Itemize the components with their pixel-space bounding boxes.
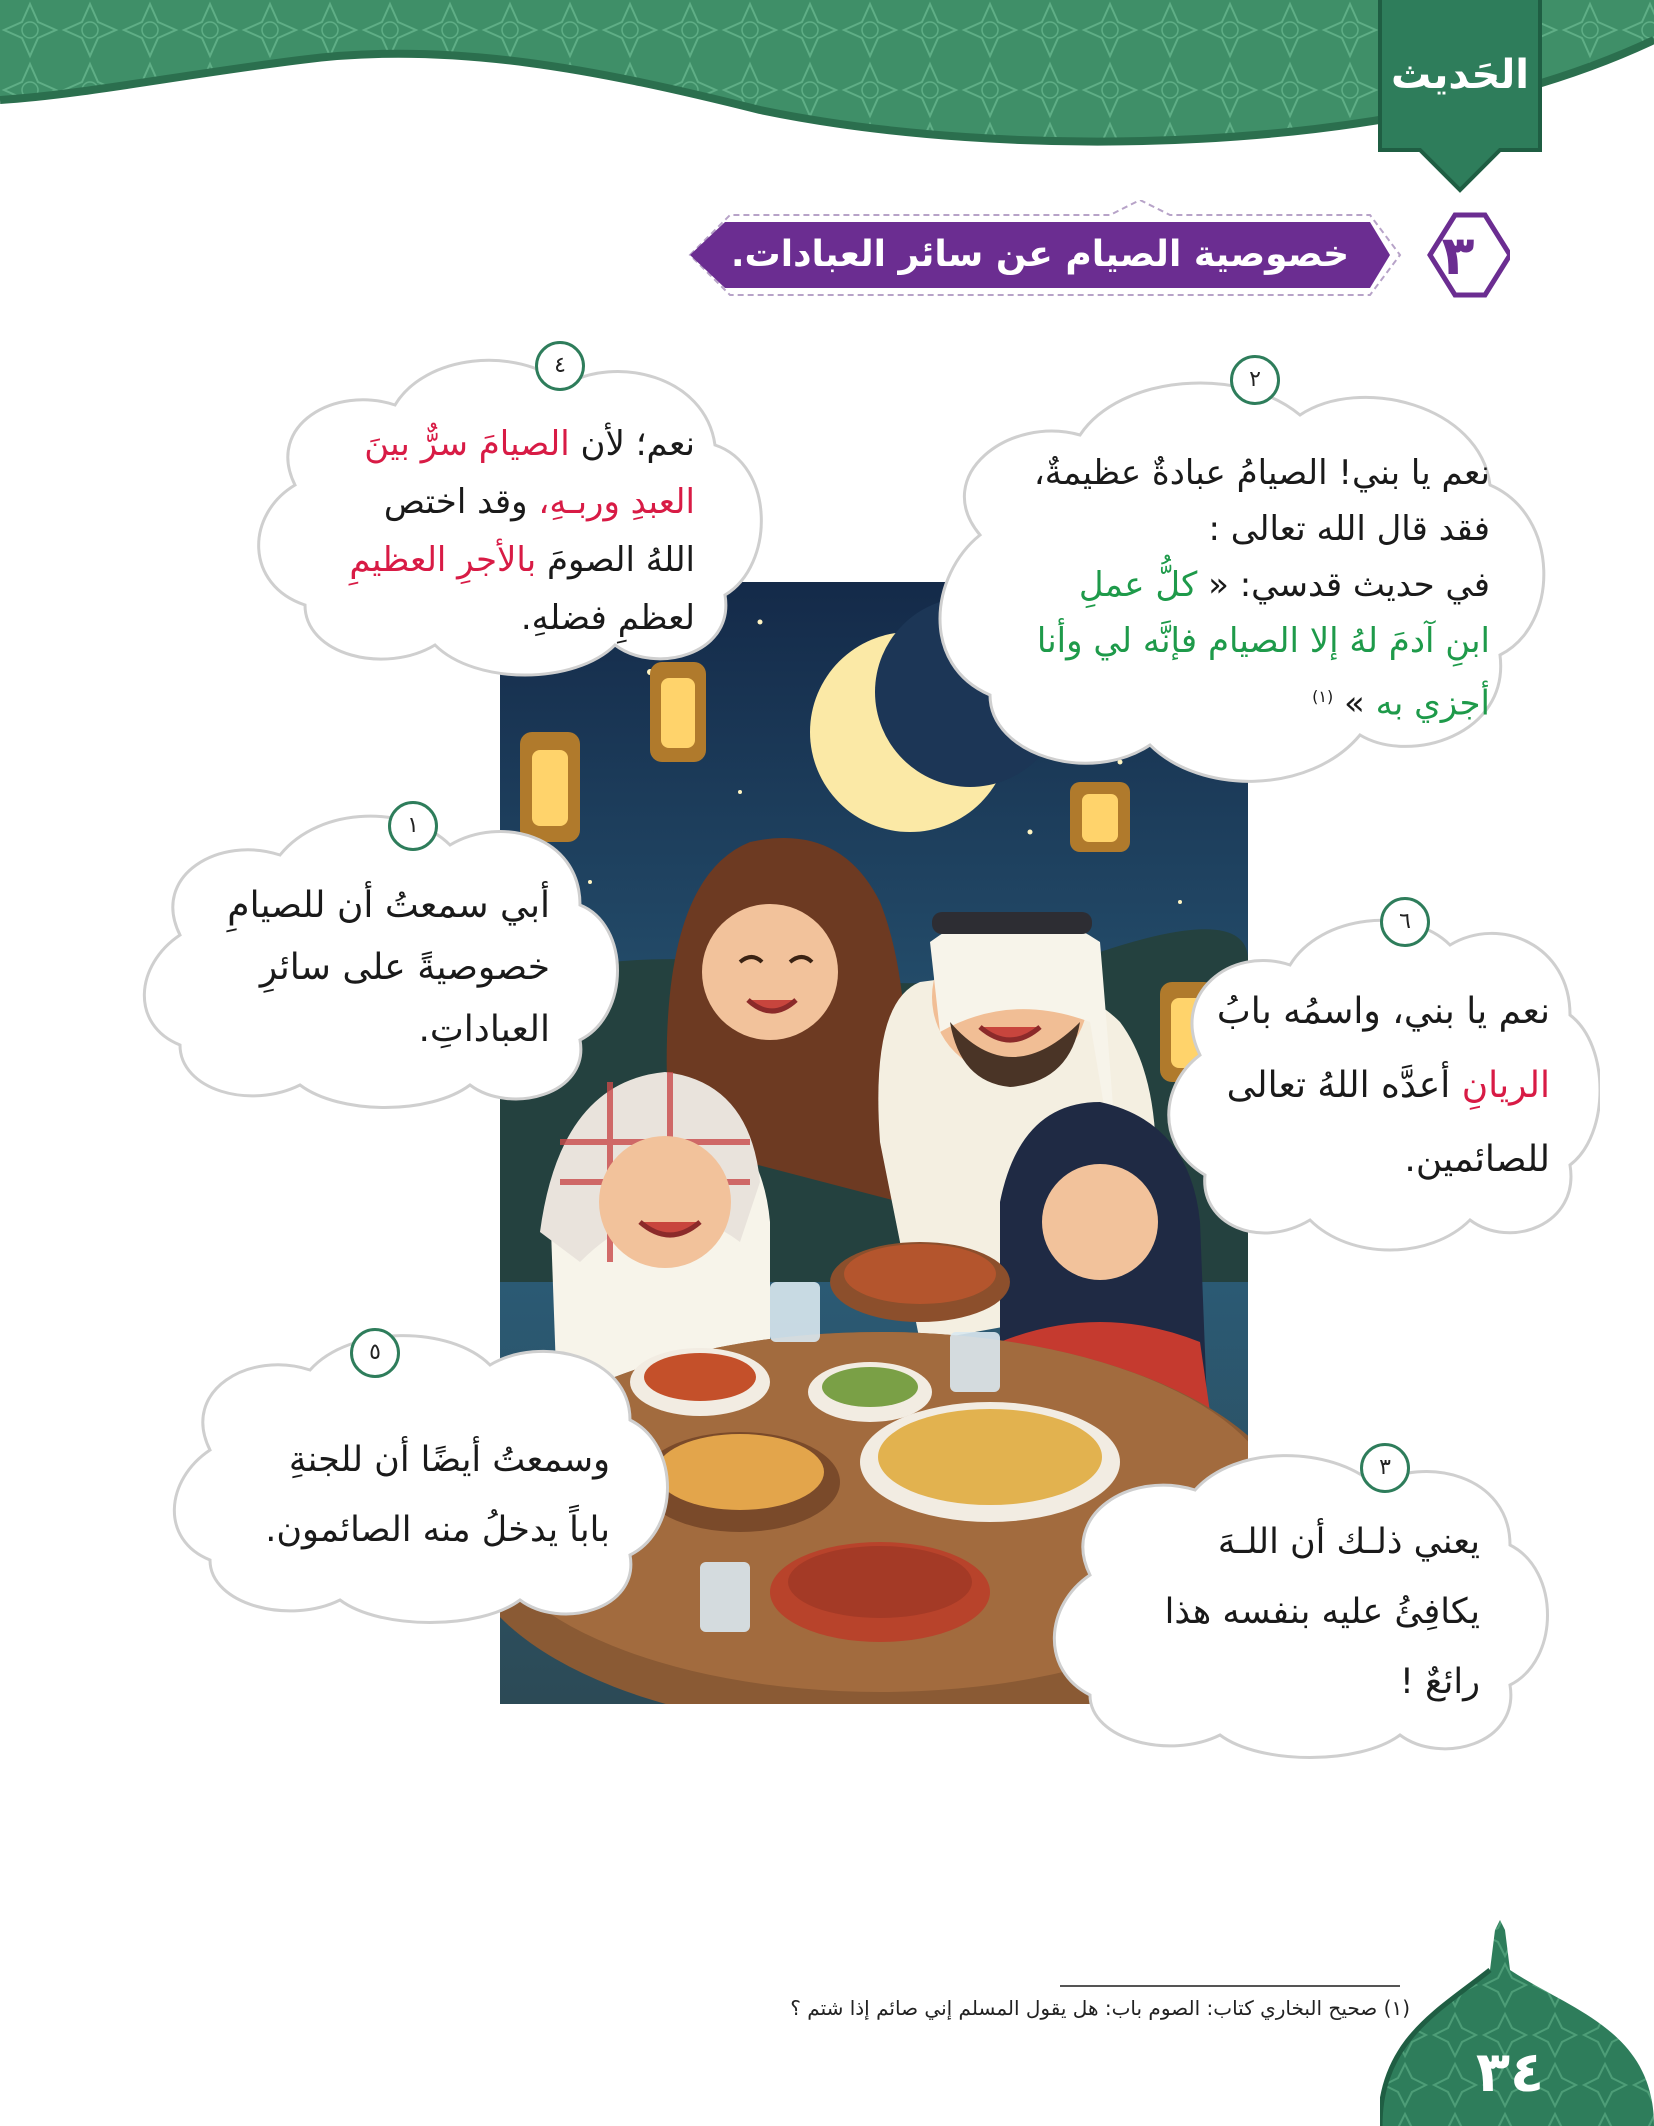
section-tab-label: الحَديث — [1390, 52, 1530, 98]
speech-bubble-1 — [120, 805, 620, 1115]
bubble-number: ١ — [388, 801, 438, 851]
speech-bubble-2 — [910, 365, 1560, 795]
lesson-title: خصوصية الصيام عن سائر العبادات. — [730, 234, 1350, 275]
bubble-number: ٥ — [350, 1328, 400, 1378]
bubble-text: وسمعتُ أيضًا أن للجنةِ باباً يدخلُ منه الصائمون. — [265, 1440, 610, 1550]
bubble-text: نعم؛ لأن الصيامَ سرٌّ بينَ العبدِ وربـهِ، وقد اختص اللهُ الصومَ بالأجرِ العظيمِ لعظمِ فضلهِ. — [349, 424, 695, 638]
bubble-text: أبي سمعتُ أن للصيامِ خصوصيةً على سائرِ العباداتِ. — [227, 885, 550, 1050]
speech-bubble-6 — [1150, 905, 1600, 1265]
bubble-number: ٢ — [1230, 355, 1280, 405]
lesson-number: ٣ — [1441, 224, 1475, 287]
page-number: ٣٤ — [1475, 2040, 1545, 2105]
speech-bubble-3 — [1030, 1445, 1550, 1765]
footnote-rule — [1060, 1985, 1400, 1987]
bubble-number: ٦ — [1380, 897, 1430, 947]
speech-bubble-4 — [235, 345, 775, 685]
section-tab — [1370, 0, 1550, 200]
bubble-text: نعم يا بني، واسمُه بابُ الريانِ أعدَّه اللهُ تعالى للصائمين. — [1216, 991, 1550, 1180]
bubble-text: نعم يا بني! الصيامُ عبادةٌ عظيمةٌ، فقد قال الله تعالى : في حديث قدسي: « كلُّ عملِ ابنِ آدمَ لهُ إلا الصيام فإنَّه لي وأنا أجزي به » $^{(١)}$ — [1033, 453, 1490, 724]
bubble-number: ٤ — [535, 341, 585, 391]
bubble-text: يعني ذلـك أن اللـهَ يكافِئُ عليه بنفسه هذا رائعٌ ! — [1164, 1522, 1480, 1702]
footnote: (١) صحيح البخاري كتاب: الصوم باب: هل يقول المسلم إني صائم إذا شتم ؟ — [790, 1996, 1410, 2020]
bubble-number: ٣ — [1360, 1443, 1410, 1493]
speech-bubble-5 — [150, 1330, 670, 1630]
